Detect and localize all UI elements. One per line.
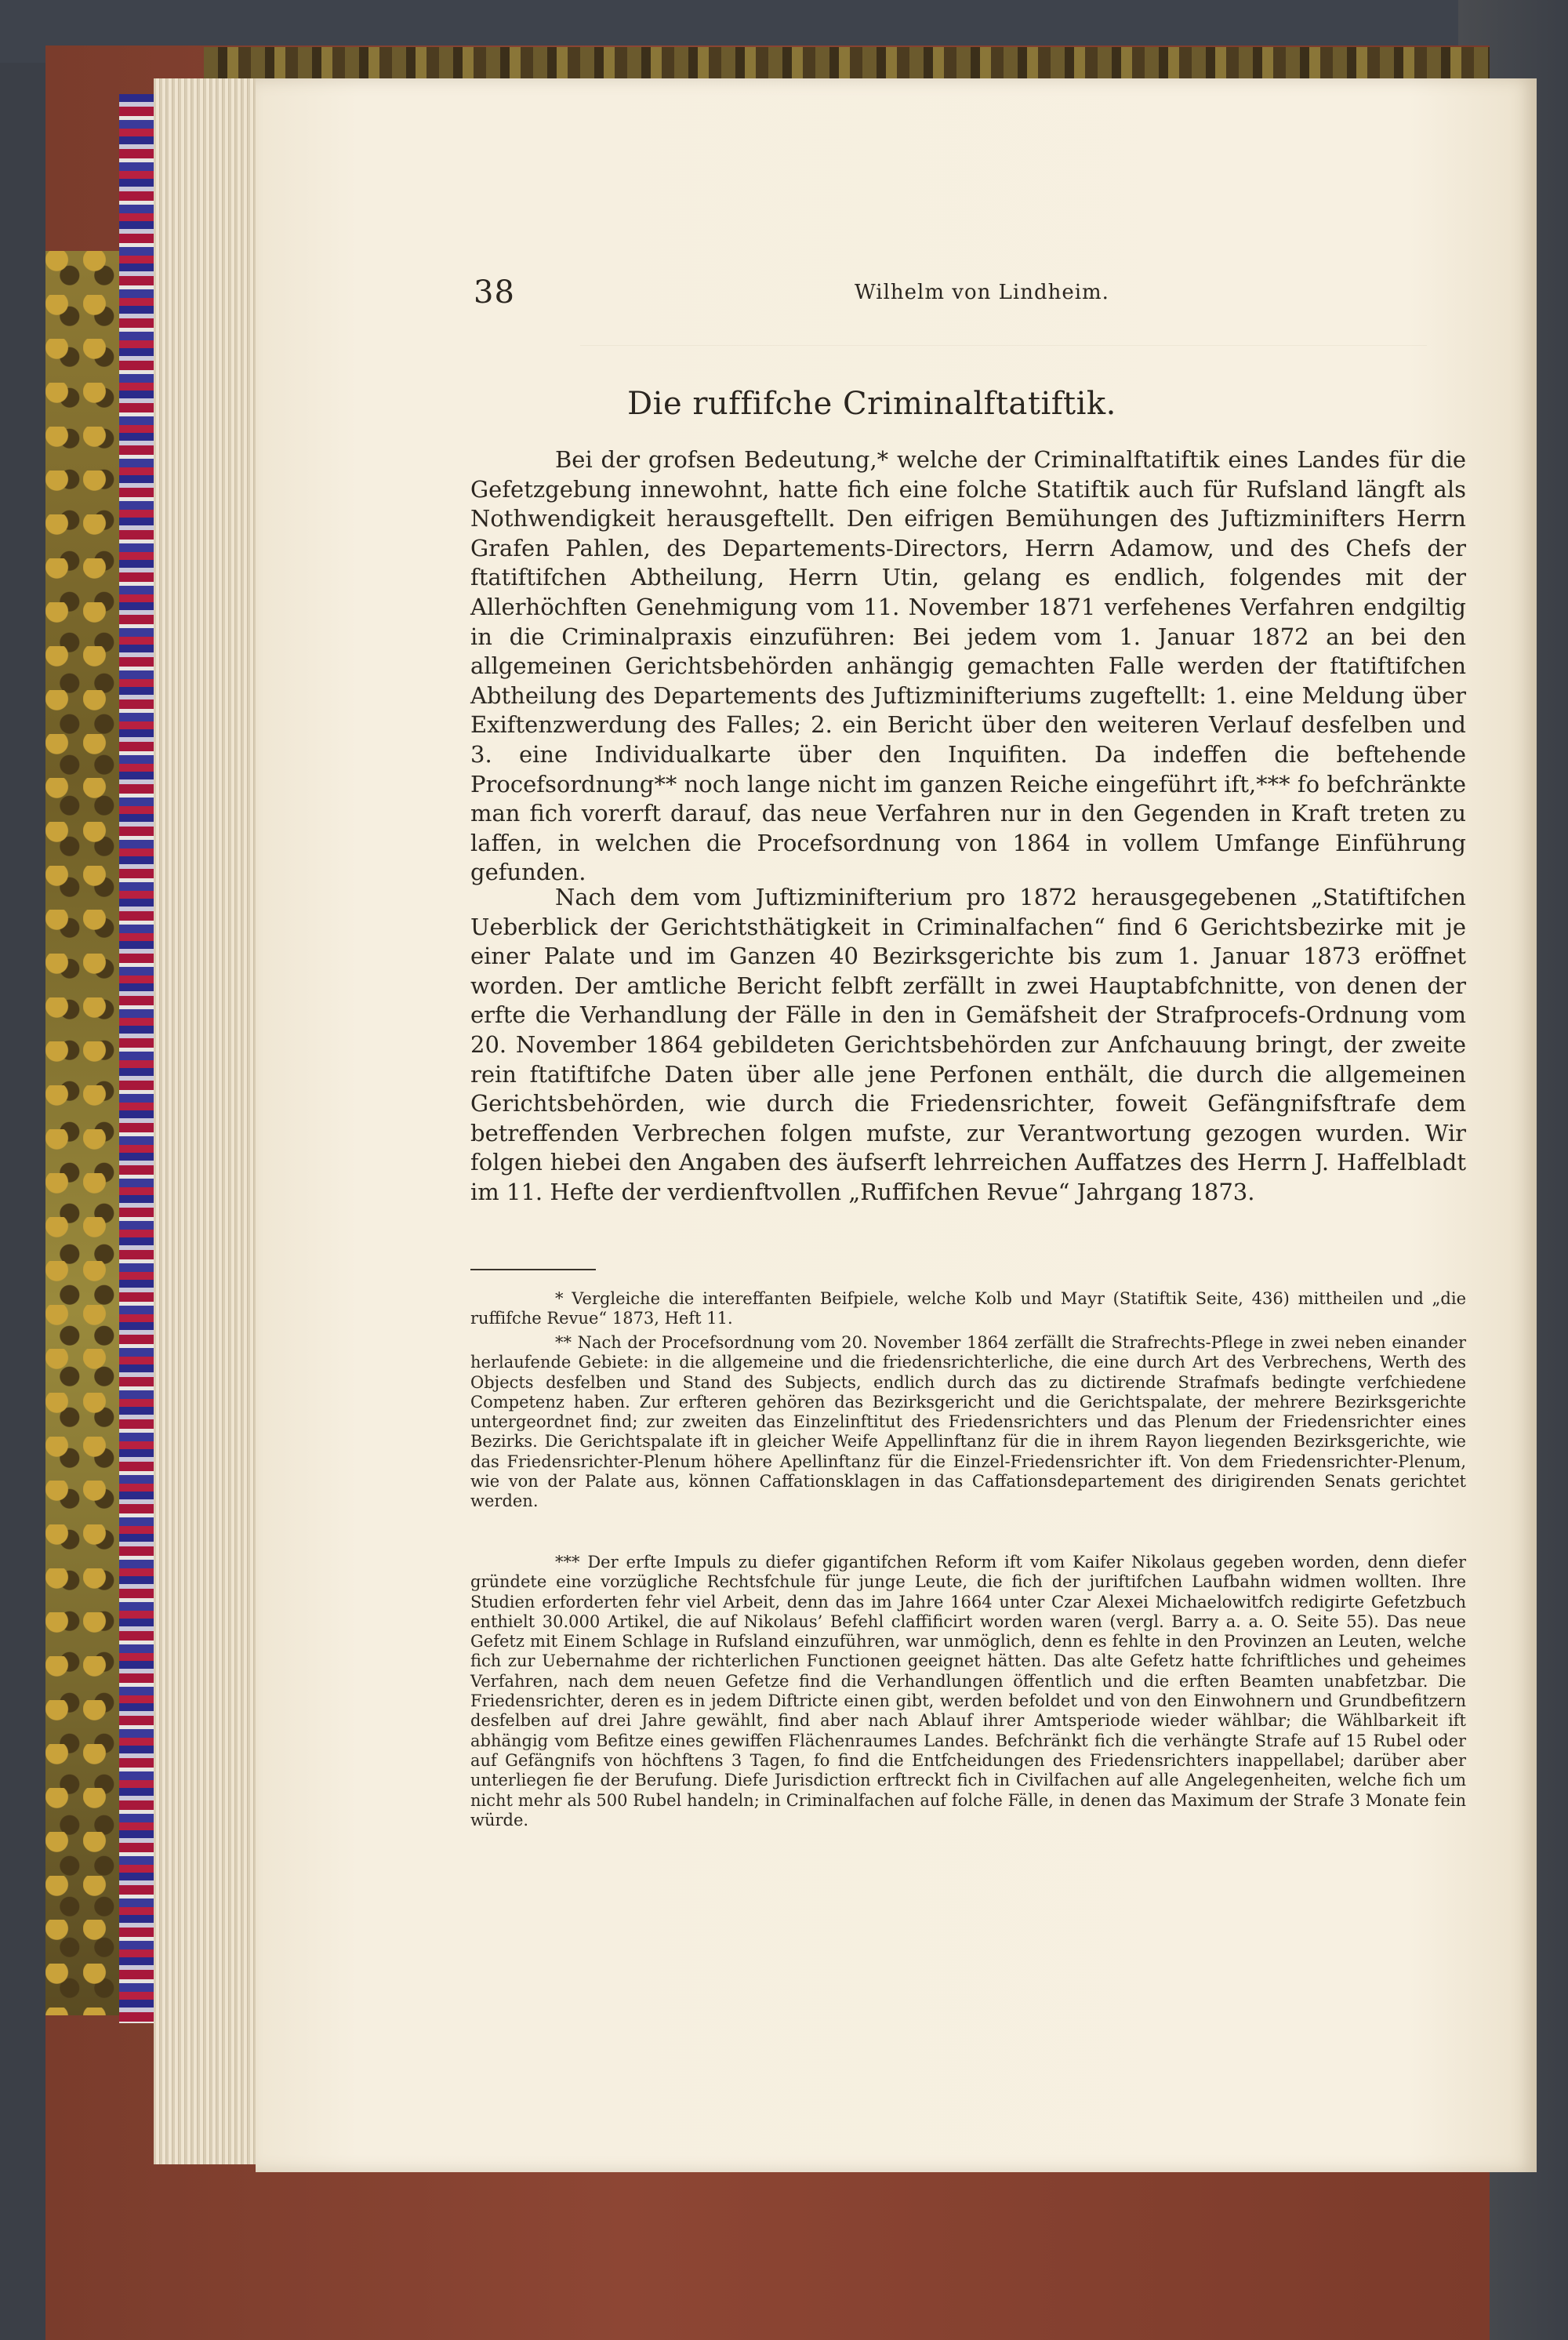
paragraph-text: Nach dem vom Juftizminifterium pro 1872 herausgegebenen „Statiftifchen Ueberblick der Gerichtsthätigkeit in Criminalfachen“ find 6 Gerichtsbezirke mit je einer Palate und im Ganzen 40 Bezirksgerichte bis zum 1. Januar 1873 eröffnet worden. Der amtliche Bericht felbft zerfällt in zwei Hauptabfchnitte, von denen der erfte die Verhandlung der Fälle in den in Gemäfsheit der Strafprocefs-Ordnung vom 20. November 1864 gebildeten Gerichtsbehörden zur Anfchauung bringt, der zweite rein ftatiftifche Daten über alle jene Perfonen enthält, die durch die allgemeinen Gerichtsbehörden, wie durch die Friedensrichter, foweit Gefängnifsftrafe dem betreffenden Verbrechen folgen mufste, zur Verantwortung gezogen wurden. Wir folgen hiebei den Angaben des äufserft lehrreichen Auffatzes des Herrn J. Haffelbladt im 11. Hefte der verdienftvollen „Ruffifchen Revue“ Jahrgang 1873. (470, 884, 1466, 1205)
footnote-text: *** Der erfte Impuls zu diefer gigantifchen Reform ift vom Kaifer Nikolaus gegeben worden, denn diefer gründete eine vorzügliche Rechtsfchule für junge Leute, die fich der juriftifchen Laufbahn widmen wollten. Ihre Studien erforderten fehr viel Arbeit, denn das im Jahre 1664 unter Czar Alexei Michaelowitfch redigirte Gefetzbuch enthielt 30.000 Artikel, die auf Nikolaus’ Befehl claffificirt worden waren (vergl. Barry a. a. O. Seite 55). Das neue Gefetz mit Einem Schlage in Rufsland einzuführen, war unmöglich, denn es fehlte in den Provinzen an Leuten, welche fich zur Uebernahme der richterlichen Functionen geeignet hätten. Das alte Gefetz hatte fchriftliches und geheimes Verfahren, nach dem neuen Gefetze find die Verhandlungen öffentlich und die erften Beamten unabfetzbar. Die Friedensrichter, deren es in jedem Diftricte einen gibt, werden befoldet und von den Einwohnern und Grundbefitzern desfelben auf drei Jahre gewählt, find aber nach Ablauf ihrer Amtsperiode wieder wählbar; die Wählbarkeit ift abhängig vom Befitze eines gewiffen Flächenraumes Landes. Befchränkt fich die verhängte Strafe auf 15 Rubel oder auf Gefängnifs von höchftens 3 Tagen, fo find die Entfcheidungen des Friedensrichters inappellabel; darüber aber unterliegen fie der Berufung. Diefe Jurisdiction erftreckt fich in Civilfachen auf alle Angelegenheiten, welche fich um nicht mehr als 500 Rubel handeln; in Criminalfachen auf folche Fälle, in denen das Maximum der Strafe 3 Monate fein würde. (470, 1553, 1466, 1829)
footnote-1 (470, 1289, 1466, 1329)
marbled-endpaper (45, 251, 121, 2015)
running-head: Wilhelm von Lindheim. (855, 281, 1109, 304)
footnote-text: * Vergleiche die intereffanten Beifpiele, welche Kolb und Mayr (Statiftik Seite, 436) mittheilen und „die ruffifche Revue“ 1873, Heft 11. (470, 1289, 1466, 1328)
paragraph-text: Bei der grofsen Bedeutung,* welche der Criminalftatiftik eines Landes für die Gefetzgebung innewohnt, hatte fich eine folche Statiftik auch für Rufsland längft als Nothwendigkeit herausgeftellt. Den eifrigen Bemühungen des Juftizminifters Herrn Grafen Pahlen, des Departements-Directors, Herrn Adamow, und des Chefs der ftatiftifchen Abtheilung, Herrn Utin, gelang es endlich, folgendes mit der Allerhöchften Genehmigung vom 11. November 1871 verfehenes Verfahren endgiltig in die Criminalpraxis einzuführen: Bei jedem vom 1. Januar 1872 an bei den allgemeinen Gerichtsbehörden anhängig gemachten Falle werden der ftatiftifchen Abtheilung des Departements des Juftizminifteriums zugeftellt: 1. eine Meldung über Exiftenzwerdung des Falles; 2. ein Bericht über den weiteren Verlauf desfelben und 3. eine Individualkarte über den Inquifiten. Da indeffen die beftehende Procefsordnung** noch lange nicht im ganzen Reiche eingeführt ift,*** fo befchränkte man fich vorerft darauf, das neue Verfahren nur in den Gegenden in Kraft treten zu laffen, in welchen die Procefsordnung von 1864 in vollem Umfange Einführung gefunden. (470, 446, 1466, 886)
body-paragraph-2 (470, 883, 1466, 1208)
body-paragraph-1 (470, 445, 1466, 888)
footnote-3 (470, 1553, 1466, 1830)
marbled-edge-stripes (119, 94, 154, 2023)
cover-marbled-top-edge (204, 47, 1490, 78)
footnote-text: ** Nach der Procefsordnung vom 20. November 1864 zerfällt die Strafrechts-Pflege in zwei neben einander herlaufende Gebiete: in die allgemeine und die friedensrichterliche, die eine durch Art des Verbrechens, Werth des Objects desfelben und Stand des Subjects, endlich durch das zu dictirende Strafmafs bedingte verfchiedene Competenz haben. Zur erfteren gehören das Bezirksgericht und die Gerichtspalate, der mehrere Bezirksgerichte untergeordnet find; zur zweiten das Einzelinftitut des Friedensrichters und das Plenum der Friedensrichter eines Bezirks. Die Gerichtspalate ift in gleicher Weife Appellinftanz für die in ihrem Rayon liegenden Bezirksgerichte, wie das Friedensrichter-Plenum höhere Apellinftanz für die Einzel-Friedensrichter ift. Von dem Friedensrichter-Plenum, wie von der Palate aus, können Caffationsklagen in das Caffationsdepartement des dirigirenden Senats gerichtet werden. (470, 1333, 1466, 1511)
section-title: Die ruffifche Criminalftatiftik. (627, 386, 1116, 422)
footnote-2 (470, 1333, 1466, 1512)
page-number: 38 (474, 274, 515, 311)
footnote-rule (470, 1269, 596, 1270)
